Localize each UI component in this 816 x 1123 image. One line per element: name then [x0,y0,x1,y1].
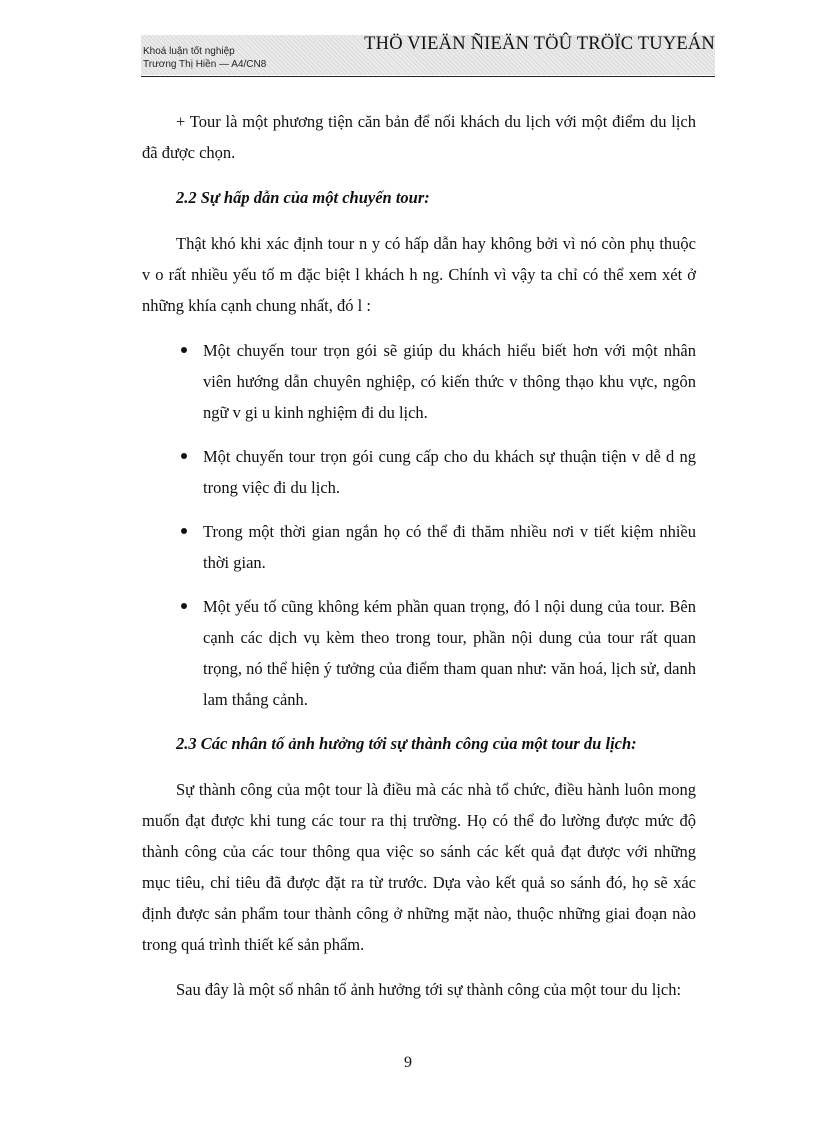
bullet-icon [181,347,187,353]
bullet-text: Một yếu tố cũng không kém phần quan trọng, đó l nội dung của tour. Bên cạnh các dịch vụ kèm theo trong tour, phần nội dung của tour rất quan trọng, nó thể hiện ý tưởng của điểm tham quan như: văn hoá, lịch sử, danh lam thắng cảnh. [203,597,696,709]
intro-paragraph: + Tour là một phương tiện căn bản để nối khách du lịch với một điểm du lịch đã được chọn. [142,112,696,162]
bullet-text: Một chuyến tour trọn gói cung cấp cho du khách sự thuận tiện v dễ d ng trong việc đi du lịch. [203,447,696,497]
bullet-text: Trong một thời gian ngắn họ có thể đi thăm nhiều nơi v tiết kiệm nhiều thời gian. [203,522,696,572]
header-divider [141,76,715,77]
header-author-label: Trương Thị Hiền — A4/CN8 [143,59,267,70]
header-thesis-label: Khoá luận tốt nghiệp [143,46,235,57]
bullet-item [142,591,696,715]
bullet-icon [181,528,187,534]
bullet-list [142,335,696,715]
page-body [142,106,696,1019]
bullet-item [142,516,696,578]
bullet-item [142,335,696,428]
header-left [143,45,266,71]
bullet-icon [181,453,187,459]
section-heading-2-2: 2.2 Sự hấp dẫn của một chuyến tour: [176,188,430,207]
bullet-text: Một chuyến tour trọn gói sẽ giúp du khách hiểu biết hơn với một nhân viên hướng dẫn chuyên nghiệp, có kiến thức v thông thạo khu vực, ngôn ngữ v gi u kinh nghiệm đi du lịch. [203,341,696,422]
header-library-title: THÖ VIEÄN ÑIEÄN TÖÛ TRÖÏC TUYEÁN [364,34,715,54]
page-number: 9 [404,1054,412,1071]
bullet-icon [181,603,187,609]
section-2-2-paragraph: Thật khó khi xác định tour n y có hấp dẫn hay không bởi vì nó còn phụ thuộc v o rất nhiều yếu tố m đặc biệt l khách h ng. Chính vì vậy ta chỉ có thể xem xét ở những khía cạnh chung nhất, đó l : [142,234,696,315]
section-heading-2-3: 2.3 Các nhân tố ảnh hưởng tới sự thành công của một tour du lịch: [176,734,637,753]
section-2-3-paragraph-1: Sự thành công của một tour là điều mà các nhà tổ chức, điều hành luôn mong muốn đạt được khi tung các tour ra thị trường. Họ có thể đo lường được mức độ thành công của các tour thông qua việc so sánh các kết quả đạt được với những mục tiêu, chỉ tiêu đã được đặt ra từ trước. Dựa vào kết quả so sánh đó, họ sẽ xác định được sản phẩm tour thành công ở những mặt nào, thuộc những giai đoạn nào trong quá trình thiết kế sản phẩm. [142,780,696,954]
bullet-item [142,441,696,503]
section-2-3-paragraph-2: Sau đây là một số nhân tố ảnh hưởng tới sự thành công của một tour du lịch: [176,980,682,999]
